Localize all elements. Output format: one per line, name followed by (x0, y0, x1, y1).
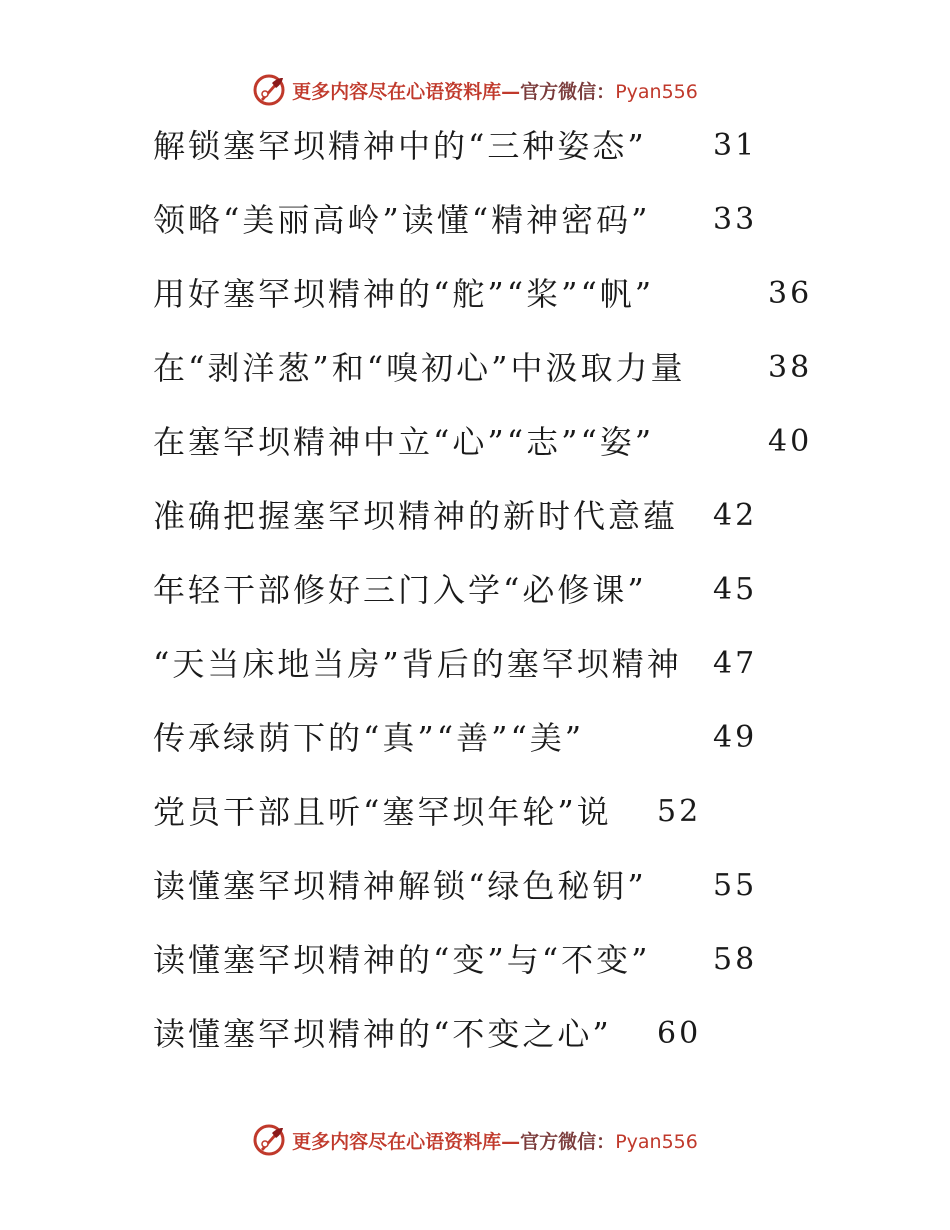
toc-entry (153, 420, 813, 464)
toc-entry-title: 读懂塞罕坝精神解锁“绿色秘钥” (153, 867, 647, 905)
toc-entry-page: 31 (713, 128, 758, 163)
toc-entry-page: 40 (768, 424, 813, 459)
toc-entry-page: 38 (768, 350, 813, 385)
toc-entry-title: 在塞罕坝精神中立“心”“志”“姿” (153, 423, 655, 461)
toc-entry-title: 在“剥洋葱”和“嗅初心”中汲取力量 (153, 349, 686, 387)
banner-wechat-id: Pyan556 (615, 1130, 698, 1153)
banner-official-label: 官方微信： (520, 80, 616, 103)
toc-entry-title: 读懂塞罕坝精神的“变”与“不变” (153, 941, 651, 979)
toc-entry-page: 42 (713, 498, 758, 533)
toc-entry-title: 用好塞罕坝精神的“舵”“桨”“帆” (153, 275, 655, 313)
banner-text (292, 77, 698, 104)
toc-entry (153, 790, 702, 834)
toc-entry-title: 领略“美丽高岭”读懂“精神密码” (153, 201, 651, 239)
quill-pen-logo-icon (252, 73, 286, 107)
toc-entry (153, 864, 758, 908)
toc-entry (153, 1012, 702, 1056)
toc-entry-page: 36 (768, 276, 813, 311)
toc-entry (153, 124, 758, 168)
toc-entry (153, 346, 813, 390)
toc-entry-title: 年轻干部修好三门入学“必修课” (153, 571, 647, 609)
banner-site-text: 更多内容尽在心语资料库 (292, 1130, 502, 1153)
toc-entry-page: 33 (713, 202, 758, 237)
footer-banner (0, 1120, 950, 1160)
banner-dash: — (501, 1130, 521, 1153)
toc-entry (153, 716, 758, 760)
banner-site-text: 更多内容尽在心语资料库 (292, 80, 502, 103)
header-banner (0, 70, 950, 110)
toc-entry (153, 198, 758, 242)
toc-entry-page: 49 (713, 720, 758, 755)
quill-pen-logo-icon (252, 1123, 286, 1157)
banner-dash: — (501, 80, 521, 103)
banner-text (292, 1127, 698, 1154)
toc-entry (153, 938, 758, 982)
toc-entry (153, 272, 813, 316)
toc-entry (153, 494, 758, 538)
toc-entry-title: “天当床地当房”背后的塞罕坝精神 (153, 645, 682, 683)
toc-entry-page: 58 (713, 942, 758, 977)
toc-entry-page: 45 (713, 572, 758, 607)
toc-entry-title: 党员干部且听“塞罕坝年轮”说 (153, 793, 612, 831)
toc-entry-page: 47 (713, 646, 758, 681)
banner-official-label: 官方微信： (520, 1130, 616, 1153)
toc-entry-title: 解锁塞罕坝精神中的“三种姿态” (153, 127, 647, 165)
toc-entry-page: 52 (657, 794, 702, 829)
toc-entry-title: 读懂塞罕坝精神的“不变之心” (153, 1015, 612, 1053)
toc-entry (153, 568, 758, 612)
toc-entry-title: 准确把握塞罕坝精神的新时代意蕴 (153, 497, 679, 535)
banner-wechat-id: Pyan556 (615, 80, 698, 103)
toc-entry-title: 传承绿荫下的“真”“善”“美” (153, 719, 585, 757)
toc-entry-page: 60 (657, 1016, 702, 1051)
toc-entry-page: 55 (713, 868, 758, 903)
toc-entry (153, 642, 758, 686)
